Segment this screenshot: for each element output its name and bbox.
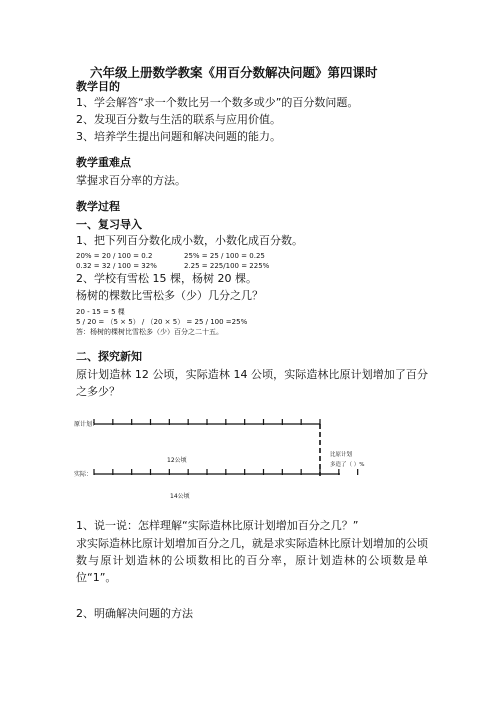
calc-difference: 20 - 15 = 5 棵	[76, 308, 125, 316]
review-step-2: 2、学校有雪松 15 棵，杨树 20 棵。	[76, 272, 257, 285]
goals-heading: 教学目的	[76, 80, 120, 93]
key-text: 掌握求百分率的方法。	[76, 174, 186, 187]
goal-item-1: 1、学会解答“求一个数比另一个数多或少”的百分数问题。	[76, 96, 359, 109]
problem-text: 原计划造林 12 公顷，实际造林 14 公顷，实际造林比原计划增加了百分之多少？	[76, 368, 428, 398]
plan-label: 原计划：	[74, 421, 99, 428]
goal-item-2: 2、发现百分数与生活的联系与应用价值。	[76, 113, 281, 126]
plan-value: 12公顷	[167, 457, 187, 464]
calc-answer: 答：杨树的棵树比雪松多（少）百分之二十五。	[76, 328, 223, 336]
review-question: 杨树的棵数比雪松多（少）几分之几？	[76, 289, 263, 302]
discussion-explanation: 求实际造林比原计划增加百分之几，就是求实际造林比原计划增加的公顷数与原计划造林的公顷数相比的百分率，原计划造林的公顷数是单位“1”。	[76, 537, 428, 584]
formula-25-percent: 25% = 25 / 100 = 0.25	[184, 252, 265, 260]
section-2-heading: 二、探究新知	[76, 350, 142, 363]
review-step-1: 1、把下列百分数化成小数，小数化成百分数。	[76, 234, 303, 247]
document-title: 六年级上册数学教案《用百分数解决问题》第四课时	[90, 65, 378, 80]
key-heading: 教学重难点	[76, 156, 131, 169]
actual-value: 14公顷	[170, 493, 190, 500]
discussion-prompt: 1、说一说：怎样理解“实际造林比原计划增加百分之几？”	[76, 519, 359, 532]
line-segment-diagram	[72, 410, 365, 505]
formula-20-percent: 20% = 20 / 100 = 0.2	[76, 252, 153, 260]
goal-item-3: 3、培养学生提出问题和解决问题的能力。	[76, 130, 281, 143]
actual-label: 实际：	[74, 471, 93, 478]
formula-032: 0.32 = 32 / 100 = 32%	[76, 262, 157, 270]
note-line-1: 比原计划	[330, 452, 353, 458]
method-step: 2、明确解决问题的方法	[76, 607, 193, 620]
calc-fraction: 5 / 20 = （5 × 5） / （20 × 5） = 25 / 100 =25%	[76, 318, 248, 326]
section-1-heading: 一、复习导入	[76, 218, 142, 231]
formula-225: 2.25 = 225/100 = 225%	[184, 262, 270, 270]
process-heading: 教学过程	[76, 200, 120, 213]
note-line-2: 多造了（ ）%	[330, 462, 365, 468]
